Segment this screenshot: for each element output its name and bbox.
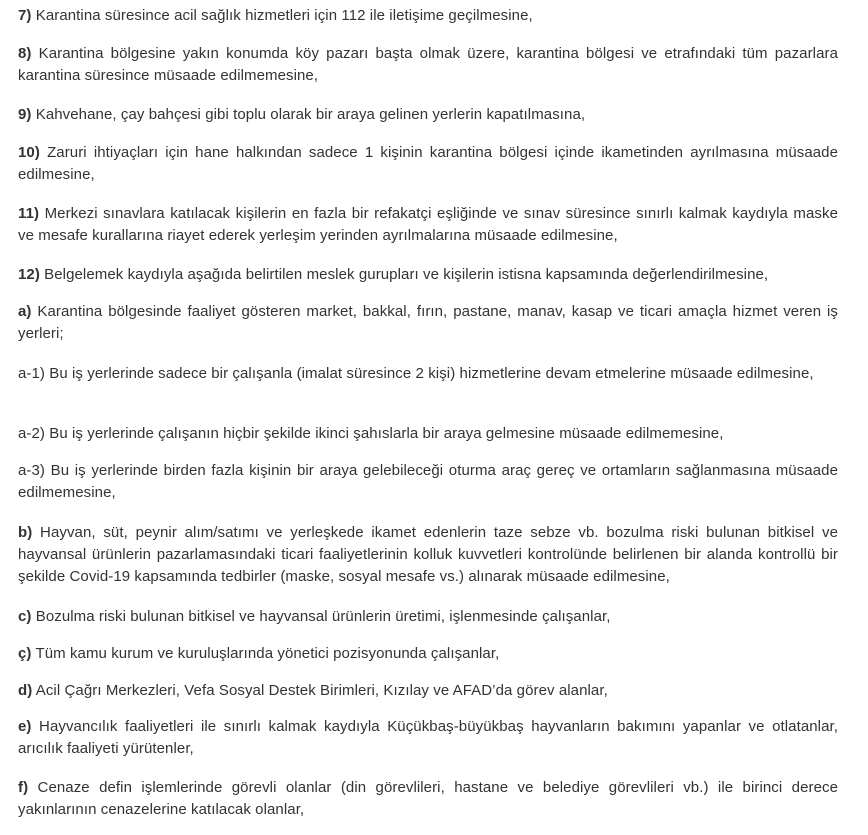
paragraph-item-e [18,716,838,760]
item-text: Bozulma riski bulunan bitkisel ve hayvansal ürünlerin üretimi, işlenmesinde çalışanlar, [35,608,611,625]
item-text: Zaruri ihtiyaçları için hane halkından sadece 1 kişinin karantina bölgesi içinde ikametinden ayrılmasına müsaade edilmesine, [18,144,839,183]
paragraph-item-c [18,606,838,628]
paragraph-item-f [18,777,838,821]
item-text: Acil Çağrı Merkezleri, Vefa Sosyal Destek Birimleri, Kızılay ve AFAD’da görev alanlar, [35,682,608,699]
item-text: Karantina bölgesinde faaliyet gösteren market, bakkal, fırın, pastane, manav, kasap ve ticari amaçla hizmet veren iş yerleri; [18,303,838,342]
item-marker: f) [18,779,29,796]
paragraph-item-b [18,522,838,588]
item-marker: c) [18,608,32,625]
item-text: Karantina süresince acil sağlık hizmetleri için 112 ile iletişime geçilmesine, [35,7,533,24]
item-text: Kahvehane, çay bahçesi gibi toplu olarak bir araya gelinen yerlerin kapatılmasına, [35,106,586,123]
item-marker: 8) [18,45,32,62]
item-marker: 9) [18,106,32,123]
paragraph-item-a-2 [18,423,838,445]
paragraph-item-7 [18,5,838,27]
paragraph-item-a-1 [18,363,838,385]
item-text: Hayvan, süt, peynir alım/satımı ve yerleşkede ikamet edenlerin taze sebze vb. bozulma riski bulunan bitkisel ve hayvansal ürünlerin pazarlamasındaki ticari faaliyetlerinin kolluk kuvvetleri kontrolünde belirlenen bir alanda kontrollü bir şekilde Covid-19 kapsamında tedbirler (maske, sosyal mesafe vs.) alınarak müsaade edilmesine, [18,524,838,585]
item-text: Cenaze defin işlemlerinde görevli olanlar (din görevlileri, hastane ve belediye görevlileri vb.) ile birinci derece yakınlarının cenazelerine katılacak olanlar, [18,779,838,818]
paragraph-item-11 [18,203,838,247]
item-text: Tüm kamu kurum ve kuruluşlarında yönetici pozisyonunda çalışanlar, [35,645,500,662]
paragraph-item-a [18,301,838,345]
paragraph-item-d [18,680,838,702]
paragraph-item-c-cedilla [18,643,838,665]
item-marker: 10) [18,144,40,161]
paragraph-item-12 [18,264,838,286]
paragraph-item-a-3 [18,460,838,504]
item-marker: e) [18,718,32,735]
paragraph-item-10 [18,142,838,186]
item-text: a-2) Bu iş yerlerinde çalışanın hiçbir şekilde ikinci şahıslarla bir araya gelmesine müsaade edilmemesine, [18,425,724,442]
item-text: a-1) Bu iş yerlerinde sadece bir çalışanla (imalat süresince 2 kişi) hizmetlerine devam etmelerine müsaade edilmesine, [18,365,814,382]
item-text: Hayvancılık faaliyetleri ile sınırlı kalmak kaydıyla Küçükbaş-büyükbaş hayvanların bakımını yapanlar ve otlatanlar, arıcılık faaliyeti yürütenler, [18,718,838,757]
item-marker: 7) [18,7,32,24]
item-marker: 12) [18,266,40,283]
item-text: a-3) Bu iş yerlerinde birden fazla kişinin bir araya gelebileceği oturma araç gereç ve ortamların sağlanmasına müsaade edilmemesine, [18,462,838,501]
paragraph-item-9 [18,104,838,126]
item-marker: a) [18,303,32,320]
item-text: Merkezi sınavlara katılacak kişilerin en fazla bir refakatçi eşliğinde ve sınav süresince sınırlı kalmak kaydıyla maske ve mesafe kurallarına riayet ederek yerleşim yerinden ayrılmalarına müsaade edilmesine, [18,205,839,244]
item-text: Belgelemek kaydıyla aşağıda belirtilen meslek gurupları ve kişilerin istisna kapsamında değerlendirilmesine, [44,266,769,283]
item-text: Karantina bölgesine yakın konumda köy pazarı başta olmak üzere, karantina bölgesi ve etrafındaki tüm pazarlara karantina süresince müsaade edilmemesine, [18,45,838,84]
paragraph-item-8 [18,43,838,87]
item-marker: d) [18,682,33,699]
item-marker: ç) [18,645,32,662]
item-marker: 11) [18,205,40,222]
item-marker: b) [18,524,33,541]
